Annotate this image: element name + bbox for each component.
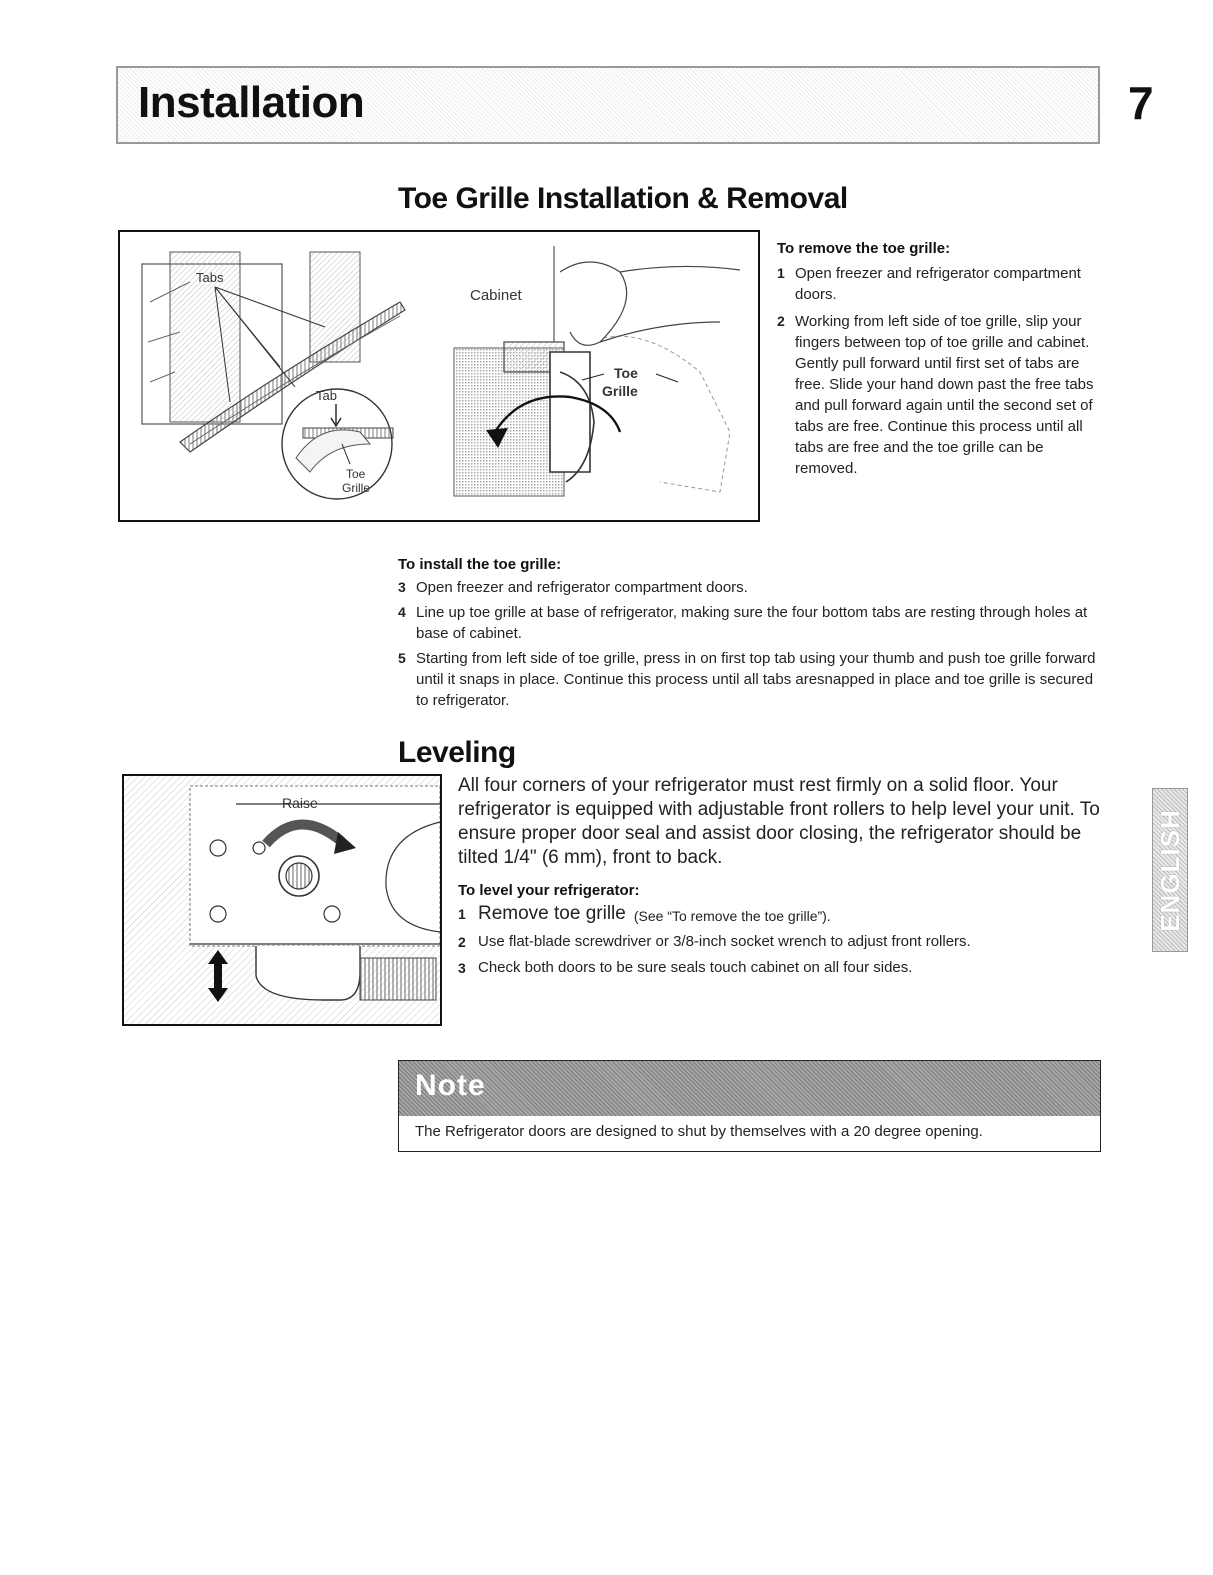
step-text: Remove toe grille <box>478 903 626 924</box>
leveling-figure <box>122 774 442 1026</box>
remove-step-1 <box>777 263 1102 305</box>
install-step-3 <box>398 577 1098 598</box>
install-step-4 <box>398 602 1098 644</box>
grille-label-right: Grille <box>602 383 638 399</box>
note-text: The Refrigerator doors are designed to shut by themselves with a 20 degree opening. <box>415 1123 983 1140</box>
leveling-step-3 <box>458 957 1108 979</box>
step-text: Starting from left side of toe grille, press in on first top tab using your thumb and push toe grille forward until it snaps in place. Continue this process until all tabs aresnapped in place and toe grille is secured to refrigerator. <box>416 650 1096 709</box>
leveling-heading: To level your refrigerator: <box>458 882 640 899</box>
cabinet-label: Cabinet <box>470 287 522 304</box>
install-heading: To install the toe grille: <box>398 556 562 573</box>
step-number: 4 <box>398 604 406 620</box>
step-number: 1 <box>458 906 466 922</box>
step-number: 3 <box>398 579 406 595</box>
tab-label: Tab <box>316 388 337 403</box>
note-band <box>399 1061 1100 1116</box>
grille-label: Grille <box>342 481 371 495</box>
note-box <box>398 1060 1101 1152</box>
step-aside: (See “To remove the toe grille”). <box>633 908 831 924</box>
leveling-step-1 <box>458 903 1108 927</box>
install-step-5 <box>398 648 1098 711</box>
page-title: Installation <box>138 78 365 127</box>
leveling-content <box>458 774 1108 979</box>
leveling-illustration <box>124 776 440 1024</box>
step-number: 5 <box>398 650 406 666</box>
toe-grille-illustration <box>120 232 758 520</box>
remove-step-2 <box>777 311 1102 479</box>
toe-grille-title: Toe Grille Installation & Removal <box>398 182 848 215</box>
step-text: Check both doors to be sure seals touch cabinet on all four sides. <box>478 959 913 976</box>
language-tab-label: ENGLISH <box>1154 808 1185 932</box>
language-tab <box>1152 788 1188 952</box>
step-text: Open freezer and refrigerator compartment doors. <box>416 579 748 596</box>
install-instructions <box>398 556 1098 711</box>
toe-label: Toe <box>346 467 366 481</box>
leveling-title: Leveling <box>398 736 516 769</box>
step-number: 2 <box>777 313 785 329</box>
raise-label: Raise <box>282 795 318 811</box>
page-number: 7 <box>1128 77 1154 129</box>
step-number: 3 <box>458 960 466 976</box>
step-number: 1 <box>777 265 785 281</box>
remove-instructions <box>777 240 1102 479</box>
refrigerator-base-drawing <box>142 252 405 499</box>
note-title: Note <box>415 1069 486 1102</box>
step-text: Working from left side of toe grille, slip your fingers between top of toe grille and cabinet. Gently pull forward until first set of tabs are free. Slide your hand down past the free tabs and pull forward again until the second set of tabs are free. Continue this process until all tabs are free and the toe grille can be removed. <box>795 313 1094 477</box>
leveling-step-2 <box>458 931 1108 953</box>
step-number: 2 <box>458 934 466 950</box>
tabs-label: Tabs <box>196 270 224 285</box>
step-text: Line up toe grille at base of refrigerator, making sure the four bottom tabs are resting through holes at base of cabinet. <box>416 604 1088 642</box>
leveling-intro: All four corners of your refrigerator must rest firmly on a solid floor. Your refrigerator is equipped with adjustable front rollers to help level your unit. To ensure proper door seal and assist door closing, the refrigerator should be tilted 1/4" (6 mm), front to back. <box>458 775 1100 868</box>
toe-grille-figure <box>118 230 760 522</box>
cabinet-cross-section-drawing <box>454 246 740 496</box>
step-text: Use flat-blade screwdriver or 3/8-inch socket wrench to adjust front rollers. <box>478 933 971 950</box>
remove-heading: To remove the toe grille: <box>777 240 951 257</box>
toe-label-right: Toe <box>614 365 638 381</box>
step-text: Open freezer and refrigerator compartment doors. <box>795 265 1081 303</box>
